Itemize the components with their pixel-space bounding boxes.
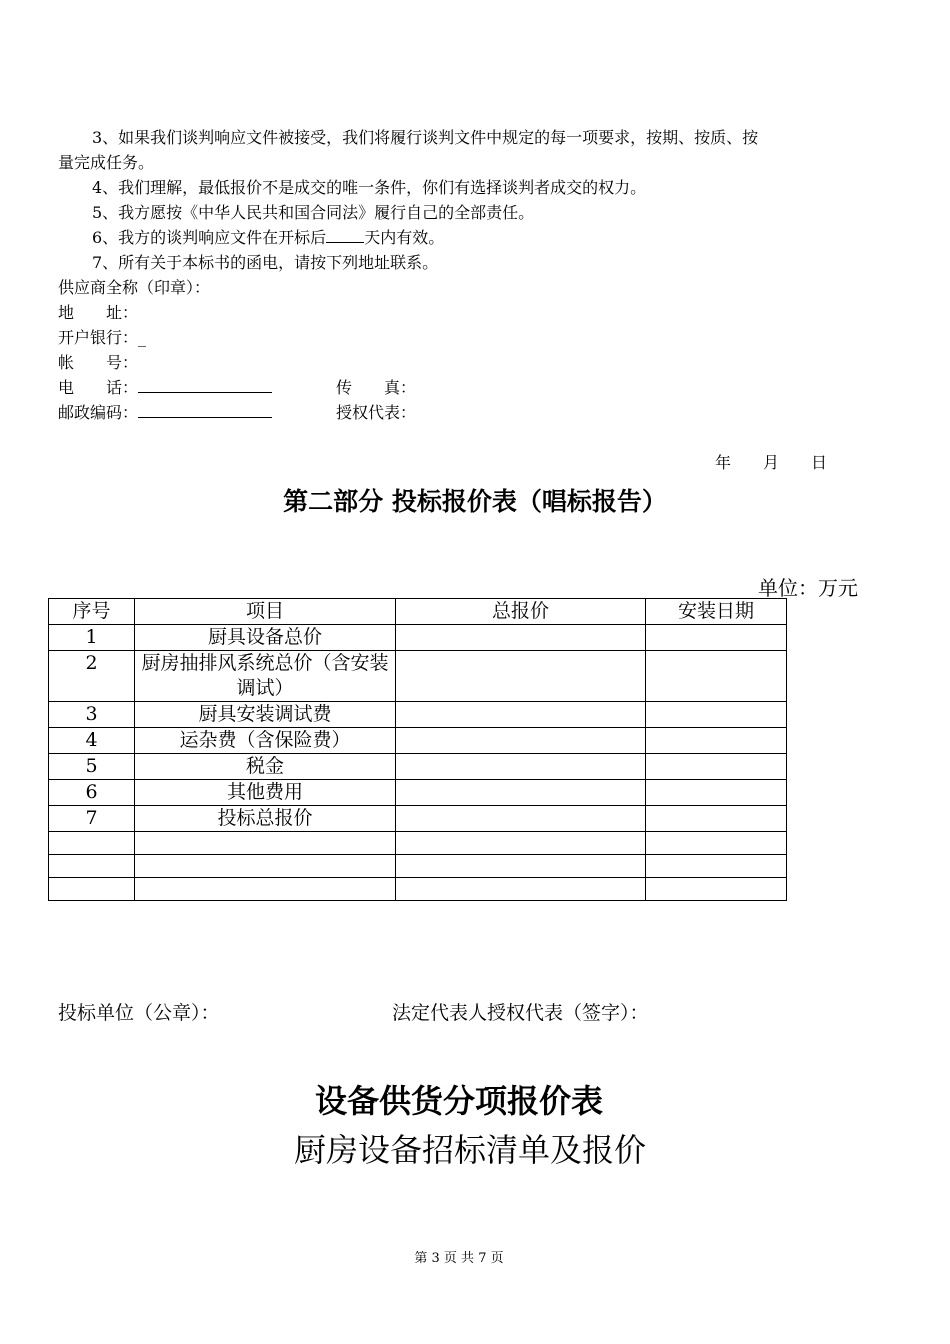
empty-cell[interactable] xyxy=(396,878,646,901)
row-price-cell[interactable] xyxy=(396,754,646,780)
row-no: 4 xyxy=(49,728,135,754)
row-item: 厨具设备总价 xyxy=(135,625,396,651)
phone-blank xyxy=(138,375,272,393)
item-3-line-2: 量完成任务。 xyxy=(58,153,155,172)
empty-cell[interactable] xyxy=(396,832,646,855)
row-price-cell[interactable] xyxy=(396,728,646,754)
quotation-table xyxy=(48,598,787,901)
empty-cell[interactable] xyxy=(49,832,135,855)
table-row xyxy=(49,754,787,780)
table-row-empty xyxy=(49,878,787,901)
row-item: 厨房抽排风系统总价（含安装调试） xyxy=(135,651,396,702)
postcode-label: 邮政编码： xyxy=(58,403,139,422)
empty-cell[interactable] xyxy=(49,878,135,901)
table-row xyxy=(49,806,787,832)
row-date-cell[interactable] xyxy=(646,754,787,780)
postcode-blank xyxy=(138,400,272,418)
table-row xyxy=(49,625,787,651)
row-price-cell[interactable] xyxy=(396,780,646,806)
item-4: 4、我们理解，最低报价不是成交的唯一条件，你们有选择谈判者成交的权力。 xyxy=(92,178,647,197)
row-no: 1 xyxy=(49,625,135,651)
row-item: 投标总报价 xyxy=(135,806,396,832)
table-row xyxy=(49,651,787,702)
item-3-line-1: 3、如果我们谈判响应文件被接受，我们将履行谈判文件中规定的每一项要求，按期、按质、按 xyxy=(92,128,759,147)
empty-cell[interactable] xyxy=(396,855,646,878)
header-total-price: 总报价 xyxy=(396,599,646,625)
row-no: 3 xyxy=(49,702,135,728)
item-7: 7、所有关于本标书的函电，请按下列地址联系。 xyxy=(92,253,439,272)
validity-days-blank xyxy=(326,225,364,243)
empty-cell[interactable] xyxy=(135,855,396,878)
table-row-empty xyxy=(49,832,787,855)
postcode-row xyxy=(58,400,272,425)
empty-cell[interactable] xyxy=(135,878,396,901)
header-item: 项目 xyxy=(135,599,396,625)
row-item: 厨具安装调试费 xyxy=(135,702,396,728)
row-price-cell[interactable] xyxy=(396,806,646,832)
row-no: 6 xyxy=(49,780,135,806)
supply-quote-heading: 设备供货分项报价表 xyxy=(314,1082,603,1120)
address-label: 地 址： xyxy=(58,303,139,322)
row-price-cell[interactable] xyxy=(396,625,646,651)
row-price-cell[interactable] xyxy=(396,651,646,702)
table-row xyxy=(49,728,787,754)
item-6-after: 天内有效。 xyxy=(364,228,445,247)
legal-rep-sign-label: 法定代表人授权代表（签字）： xyxy=(392,1002,649,1024)
empty-cell[interactable] xyxy=(646,878,787,901)
row-date-cell[interactable] xyxy=(646,702,787,728)
row-item: 运杂费（含保险费） xyxy=(135,728,396,754)
page-footer: 第 3 页 共 7 页 xyxy=(414,1251,504,1266)
section-2-title: 第二部分 投标报价表（唱标报告） xyxy=(283,487,667,516)
header-no: 序号 xyxy=(49,599,135,625)
row-date-cell[interactable] xyxy=(646,780,787,806)
row-date-cell[interactable] xyxy=(646,625,787,651)
authorized-rep-label: 授权代表： xyxy=(336,403,417,422)
table-header-row xyxy=(49,599,787,625)
item-6-before: 6、我方的谈判响应文件在开标后 xyxy=(92,228,327,247)
row-no: 2 xyxy=(49,651,135,702)
bidder-seal-label: 投标单位（公章）： xyxy=(58,1002,220,1024)
phone-row xyxy=(58,375,272,400)
row-date-cell[interactable] xyxy=(646,806,787,832)
row-price-cell[interactable] xyxy=(396,702,646,728)
row-date-cell[interactable] xyxy=(646,651,787,702)
row-item: 其他费用 xyxy=(135,780,396,806)
row-no: 7 xyxy=(49,806,135,832)
item-6 xyxy=(92,225,444,250)
bank-label: 开户银行：_ xyxy=(58,328,147,347)
empty-cell[interactable] xyxy=(135,832,396,855)
supplier-name-label: 供应商全称（印章）： xyxy=(58,278,211,297)
header-install-date: 安装日期 xyxy=(646,599,787,625)
kitchen-list-heading: 厨房设备招标清单及报价 xyxy=(293,1131,646,1169)
table-row xyxy=(49,780,787,806)
item-5: 5、我方愿按《中华人民共和国合同法》履行自己的全部责任。 xyxy=(92,203,535,222)
phone-label: 电 话： xyxy=(58,378,139,397)
fax-label: 传 真： xyxy=(336,378,417,397)
row-date-cell[interactable] xyxy=(646,728,787,754)
row-no: 5 xyxy=(49,754,135,780)
empty-cell[interactable] xyxy=(49,855,135,878)
date-line: 年 月 日 xyxy=(715,453,828,472)
account-label: 帐 号： xyxy=(58,353,139,372)
table-row-empty xyxy=(49,855,787,878)
empty-cell[interactable] xyxy=(646,832,787,855)
table-row xyxy=(49,702,787,728)
unit-label: 单位：万元 xyxy=(758,576,858,600)
row-item: 税金 xyxy=(135,754,396,780)
empty-cell[interactable] xyxy=(646,855,787,878)
